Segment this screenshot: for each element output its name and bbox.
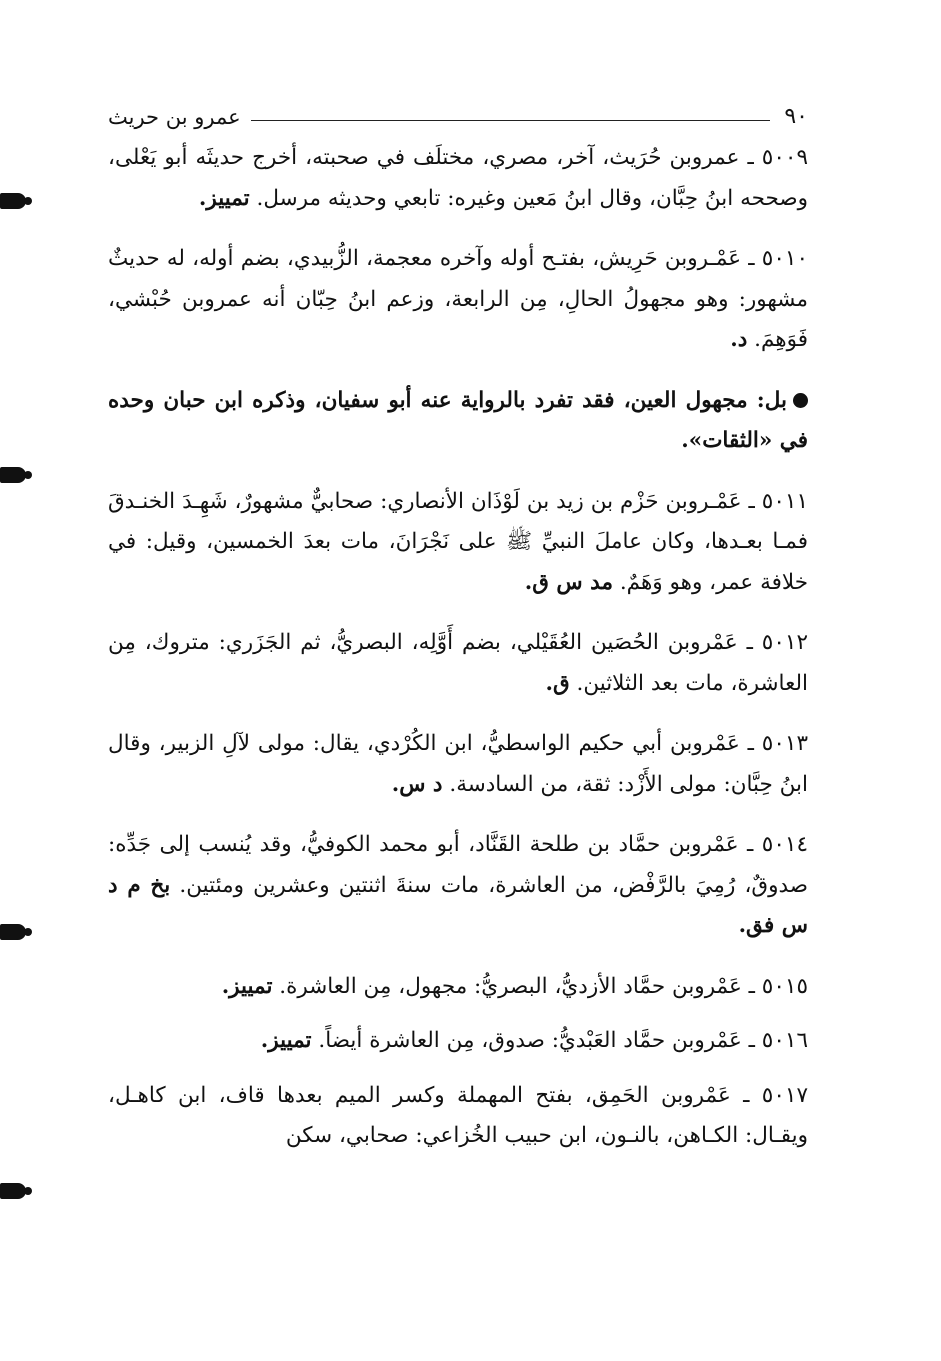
entry-tag: بخ م د س فق. (108, 872, 808, 938)
entry-5009 (108, 138, 808, 219)
entry-text: ٥٠١٠ ـ عَمْـروبن حَرِيش، بفتـح أوله وآخره معجمة، الزُّبيدي، بضم أوله، له حديثٌ مشهور: وهو مجهولُ الحالِ، مِن الرابعة، وزعم ابنُ حِبّان أنه عمروبن حُبْشي، فَوَهِمَ. (108, 246, 808, 352)
entry-text: بل: مجهول العين، فقد تفرد بالرواية عنه أبو سفيان، وذكره ابن حبان وحده في «الثقات». (108, 387, 808, 453)
entry-tag: د س. (391, 771, 443, 797)
entry-tag: د. (730, 327, 748, 352)
margin-mark (0, 1183, 26, 1199)
margin-mark (0, 924, 26, 940)
entry-text: ٥٠٠٩ ـ عمروبن حُرَيث، آخر، مصري، مختلَف في صحبته، أخرج حديثَه أبو يَعْلى، وصححه ابنُ حِبَّان، وقال ابنُ مَعين وغيره: تابعي وحديثه مرسل. (108, 145, 808, 211)
entry-tag: تمييز. (198, 185, 250, 211)
entry-text: ٥٠١٦ ـ عَمْروبن حمَّاد العَبْديُّ: صدوق، مِن العاشرة أيضاً. (318, 1028, 808, 1053)
entry-5010 (108, 239, 808, 361)
entry-5017 (108, 1076, 808, 1157)
page-number: ٩٠ (784, 104, 808, 129)
entry-tag: ق. (545, 670, 570, 696)
entry-tag: مد س ق. (524, 569, 613, 595)
entry-5014 (108, 825, 808, 947)
margin-mark (0, 467, 26, 483)
header-rule (251, 120, 771, 121)
entry-5013 (108, 724, 808, 805)
entry-text: ٥٠١٥ ـ عَمْروبن حمَّاد الأزديُّ، البصريُّ: مجهول، مِن العاشرة. (279, 973, 808, 999)
page-header (108, 96, 808, 130)
entry-5011 (108, 482, 808, 604)
entry-text: ٥٠١٣ ـ عَمْروبن أبي حكيم الواسطيُّ، ابن الكُرْدي، يقال: مولى لآلِ الزبير، وقال ابنُ حِبَّان: مولى الأَزْد: ثقة، من السادسة. (108, 731, 808, 797)
commentary-note (108, 381, 808, 462)
entry-tag: تمييز. (260, 1028, 312, 1053)
margin-mark (0, 193, 26, 209)
entry-5015 (108, 967, 808, 1008)
entry-5016 (108, 1021, 808, 1062)
entry-tag: تمييز. (221, 973, 273, 999)
entry-text: ٥٠١٢ ـ عَمْروبن الحُصَين العُقَيْلي، بضم أَوَّلِه، البصريُّ، ثم الجَزَري: متروك، مِن العاشرة، مات بعد الثلاثين. (108, 630, 808, 696)
bullet-dot-icon (793, 393, 808, 408)
entry-text: ٥٠١١ ـ عَمْـروبن حَزْم بن زيد بن لَوْذَان الأنصاري: صحابيٌّ مشهورٌ، شَهِـدَ الخنـدقَ فمـا بعـدها، وكان عاملَ النبيِّ ﷺ على نَجْرَانَ، مات بعدَ الخمسين، وقيل: في خلافة عمر، وهو وَهَمٌ. (108, 488, 808, 595)
running-head: عمرو بن حريث (108, 105, 241, 129)
entry-5012 (108, 623, 808, 704)
entry-text: ٥٠١٤ ـ عَمْروبن حمَّاد بن طلحة القَنَّاد، أبو محمد الكوفيُّ، وقد يُنسب إلى جَدِّه: صدوقٌ، رُمِيَ بالرَّفْض، من العاشرة، مات سنةَ اثنتين وعشرين ومئتين. (108, 832, 808, 898)
entries-column (108, 138, 808, 1177)
entry-text: ٥٠١٧ ـ عَمْروبن الحَمِق، بفتح المهملة وكسر الميم بعدها قاف، ابن كاهـل، ويقـال: الكـاهن، بالنـون، ابن حبيب الخُزاعي: صحابي، سكن (108, 1082, 808, 1148)
